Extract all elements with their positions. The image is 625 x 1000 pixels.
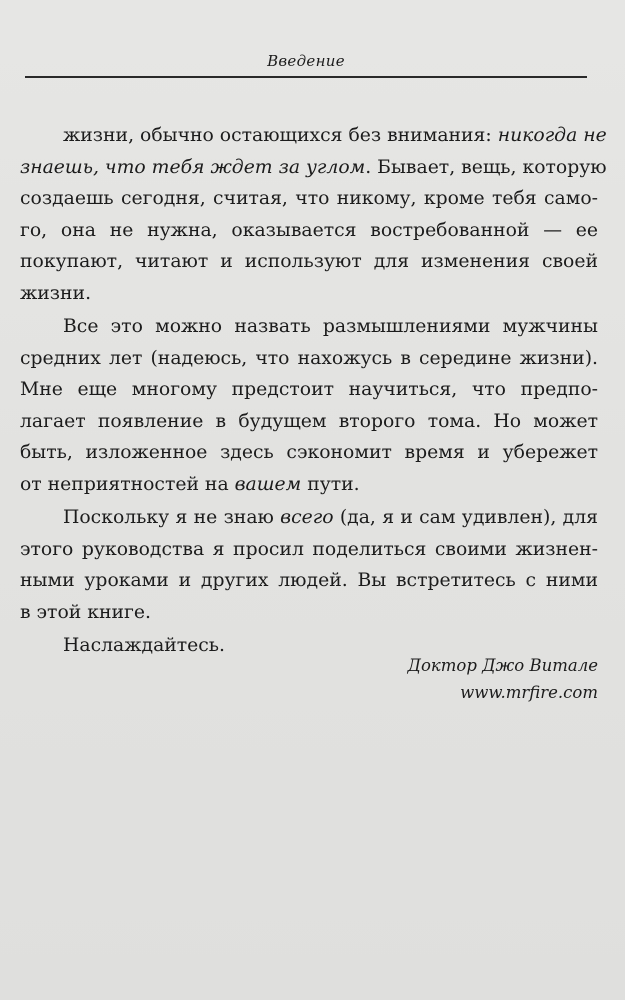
text-line [20, 437, 598, 469]
text-run: ными уроками и других людей. Вы встретитесь с ними [20, 570, 598, 591]
text-run: жизни, обычно остающихся без внимания: [63, 125, 498, 146]
running-header [25, 48, 587, 78]
text-line [20, 406, 598, 438]
italic-text-run: никогда не [497, 125, 607, 146]
body-text [20, 120, 607, 662]
text-line [20, 215, 598, 247]
italic-text-run: всего [280, 507, 334, 528]
text-run: лагает появление в будущем второго тома. Но может [20, 410, 598, 432]
text-run: Наслаждайтесь. [63, 635, 225, 656]
italic-text-run: вашем [234, 473, 302, 495]
text-line [20, 534, 598, 566]
author-website: www.mrfire.com [460, 683, 598, 702]
text-line [20, 152, 607, 184]
text-run: в этой книге. [20, 601, 151, 623]
text-run: го, она не нужна, оказывается востребованной — ее [20, 219, 598, 241]
text-run: Мне еще многому предстоит научиться, что предпо- [20, 379, 598, 400]
author-name: Доктор Джо Витале [407, 656, 598, 675]
text-line [20, 565, 598, 597]
text-run: этого руководства я просил поделиться своими жизнен- [20, 538, 598, 560]
text-run: быть, изложенное здесь сэкономит время и убережет [20, 442, 598, 463]
text-line [20, 246, 598, 278]
text-run: покупают, читают и используют для изменения своей [20, 251, 598, 272]
text-run: . Бывает, вещь, которую [365, 156, 607, 178]
text-run: от неприятностей на [20, 473, 235, 495]
text-line [20, 343, 598, 375]
text-line [20, 183, 598, 215]
paragraph-3 [20, 502, 598, 628]
chapter-title: Введение [267, 52, 345, 70]
text-run: Поскольку я не знаю [63, 507, 281, 528]
text-line [20, 469, 598, 501]
text-run: (да, я и сам удивлен), для [333, 507, 598, 528]
header-rule [25, 76, 587, 78]
paragraph-2 [20, 311, 598, 500]
text-run: средних лет (надеюсь, что нахожусь в середине жизни). [20, 347, 598, 369]
text-run: создаешь сегодня, считая, что никому, кроме тебя само- [20, 188, 598, 209]
text-run: жизни. [20, 282, 92, 304]
text-line [20, 374, 598, 406]
text-line [20, 502, 598, 534]
text-line [20, 278, 598, 310]
text-line [20, 120, 607, 152]
text-line [20, 311, 598, 343]
signature-block [408, 652, 598, 706]
text-line [20, 597, 598, 629]
text-run: пути. [301, 473, 360, 495]
text-run: Все это можно назвать размышлениями мужчины [63, 316, 598, 337]
italic-text-run: знаешь, что тебя ждет за углом [20, 156, 366, 178]
paragraph-1 [20, 120, 607, 309]
